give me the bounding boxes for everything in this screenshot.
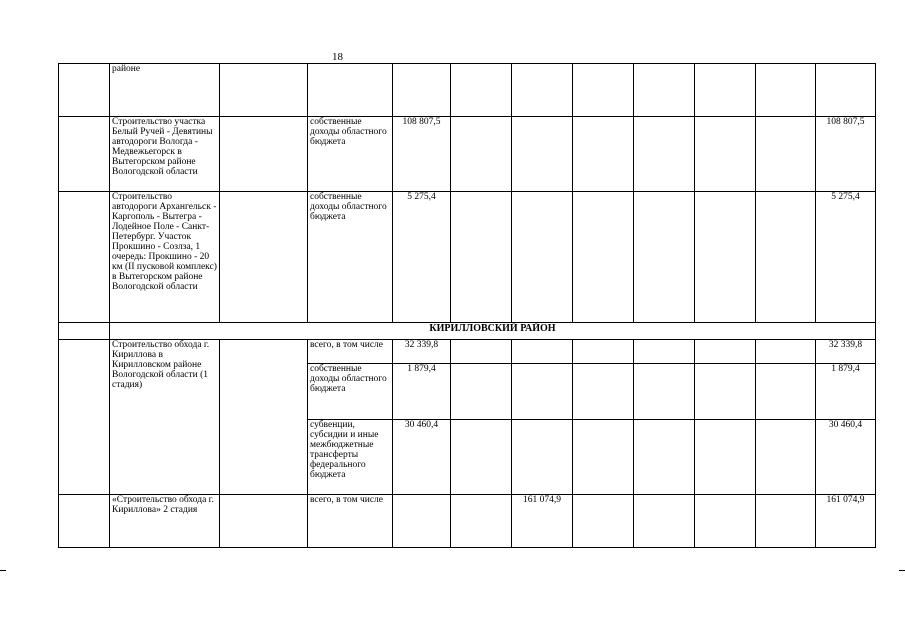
row-number-cell xyxy=(59,340,110,495)
table-row xyxy=(59,495,876,548)
table-row xyxy=(59,117,876,192)
value-cell xyxy=(573,64,634,117)
value-cell: 1 879,4 xyxy=(393,364,451,420)
value-cell xyxy=(756,192,816,323)
value-cell xyxy=(451,364,512,420)
value-cell xyxy=(573,192,634,323)
value-cell xyxy=(451,420,512,495)
value-cell xyxy=(756,340,816,364)
object-cell: Строительство автодороги Архангельск - Каргополь - Вытегра - Лодейное Поле - Санкт-Петербург. Участок Прокшино - Созлза, 1 очередь: Прокшино - 20 км (II пусковой комплекс) в Вытегорском районе Вологодской области xyxy=(110,192,220,323)
total-cell: 161 074,9 xyxy=(816,495,876,548)
total-cell: 32 339,8 xyxy=(816,340,876,364)
value-cell: 30 460,4 xyxy=(393,420,451,495)
total-cell: 1 879,4 xyxy=(816,364,876,420)
value-cell xyxy=(451,340,512,364)
value-cell: 161 074,9 xyxy=(512,495,573,548)
value-cell xyxy=(634,64,695,117)
source-cell: собственные доходы областного бюджета xyxy=(308,117,393,192)
value-cell xyxy=(512,117,573,192)
value-cell xyxy=(573,495,634,548)
value-cell xyxy=(695,340,756,364)
margin-mark-right xyxy=(899,570,905,572)
object-cell: Строительство обхода г. Кириллова в Кирилловском районе Вологодской области (1 стадия) xyxy=(110,340,220,495)
value-cell: 108 807,5 xyxy=(393,117,451,192)
value-cell xyxy=(512,64,573,117)
empty-cell xyxy=(220,117,308,192)
value-cell xyxy=(695,192,756,323)
value-cell xyxy=(634,495,695,548)
value-cell: 5 275,4 xyxy=(393,192,451,323)
section-title: КИРИЛЛОВСКИЙ РАЙОН xyxy=(110,323,876,340)
value-cell xyxy=(756,420,816,495)
value-cell xyxy=(634,117,695,192)
object-cell: Строительство участка Белый Ручей - Девятины автодороги Вологда - Медвежьегорск в Вытегорском районе Вологодской области xyxy=(110,117,220,192)
source-cell xyxy=(308,64,393,117)
source-cell: собственные доходы областного бюджета xyxy=(308,192,393,323)
source-cell: всего, в том числе xyxy=(308,495,393,548)
value-cell xyxy=(634,364,695,420)
value-cell xyxy=(512,364,573,420)
value-cell xyxy=(512,192,573,323)
value-cell xyxy=(695,64,756,117)
source-cell: субвенции, субсидии и иные межбюджетные трансферты федерального бюджета xyxy=(308,420,393,495)
value-cell xyxy=(634,340,695,364)
row-number-cell xyxy=(59,495,110,548)
value-cell xyxy=(573,117,634,192)
source-cell: всего, в том числе xyxy=(308,340,393,364)
row-number-cell xyxy=(59,64,110,117)
value-cell: 32 339,8 xyxy=(393,340,451,364)
table-row xyxy=(59,192,876,323)
empty-cell xyxy=(220,495,308,548)
value-cell xyxy=(573,420,634,495)
value-cell xyxy=(634,420,695,495)
value-cell xyxy=(695,364,756,420)
value-cell xyxy=(634,192,695,323)
table-row xyxy=(59,64,876,117)
section-row xyxy=(59,323,876,340)
value-cell xyxy=(573,364,634,420)
value-cell xyxy=(756,64,816,117)
row-number-cell xyxy=(59,323,110,340)
value-cell xyxy=(393,495,451,548)
value-cell xyxy=(695,117,756,192)
value-cell xyxy=(451,117,512,192)
page-number: 18 xyxy=(332,51,343,63)
total-cell: 30 460,4 xyxy=(816,420,876,495)
row-number-cell xyxy=(59,192,110,323)
value-cell xyxy=(756,117,816,192)
value-cell xyxy=(451,495,512,548)
value-cell xyxy=(393,64,451,117)
total-cell: 5 275,4 xyxy=(816,192,876,323)
empty-cell xyxy=(220,192,308,323)
value-cell xyxy=(756,364,816,420)
empty-cell xyxy=(220,64,308,117)
value-cell xyxy=(512,340,573,364)
value-cell xyxy=(756,495,816,548)
object-cell: районе xyxy=(110,64,220,117)
value-cell xyxy=(695,420,756,495)
margin-mark-left xyxy=(0,570,6,572)
total-cell: 108 807,5 xyxy=(816,117,876,192)
budget-table xyxy=(58,63,876,548)
value-cell xyxy=(451,64,512,117)
object-cell: «Строительство обхода г. Кириллова» 2 стадия xyxy=(110,495,220,548)
value-cell xyxy=(512,420,573,495)
value-cell xyxy=(573,340,634,364)
row-number-cell xyxy=(59,117,110,192)
total-cell xyxy=(816,64,876,117)
table-row xyxy=(59,340,876,364)
source-cell: собственные доходы областного бюджета xyxy=(308,364,393,420)
value-cell xyxy=(451,192,512,323)
empty-cell xyxy=(220,340,308,495)
value-cell xyxy=(695,495,756,548)
